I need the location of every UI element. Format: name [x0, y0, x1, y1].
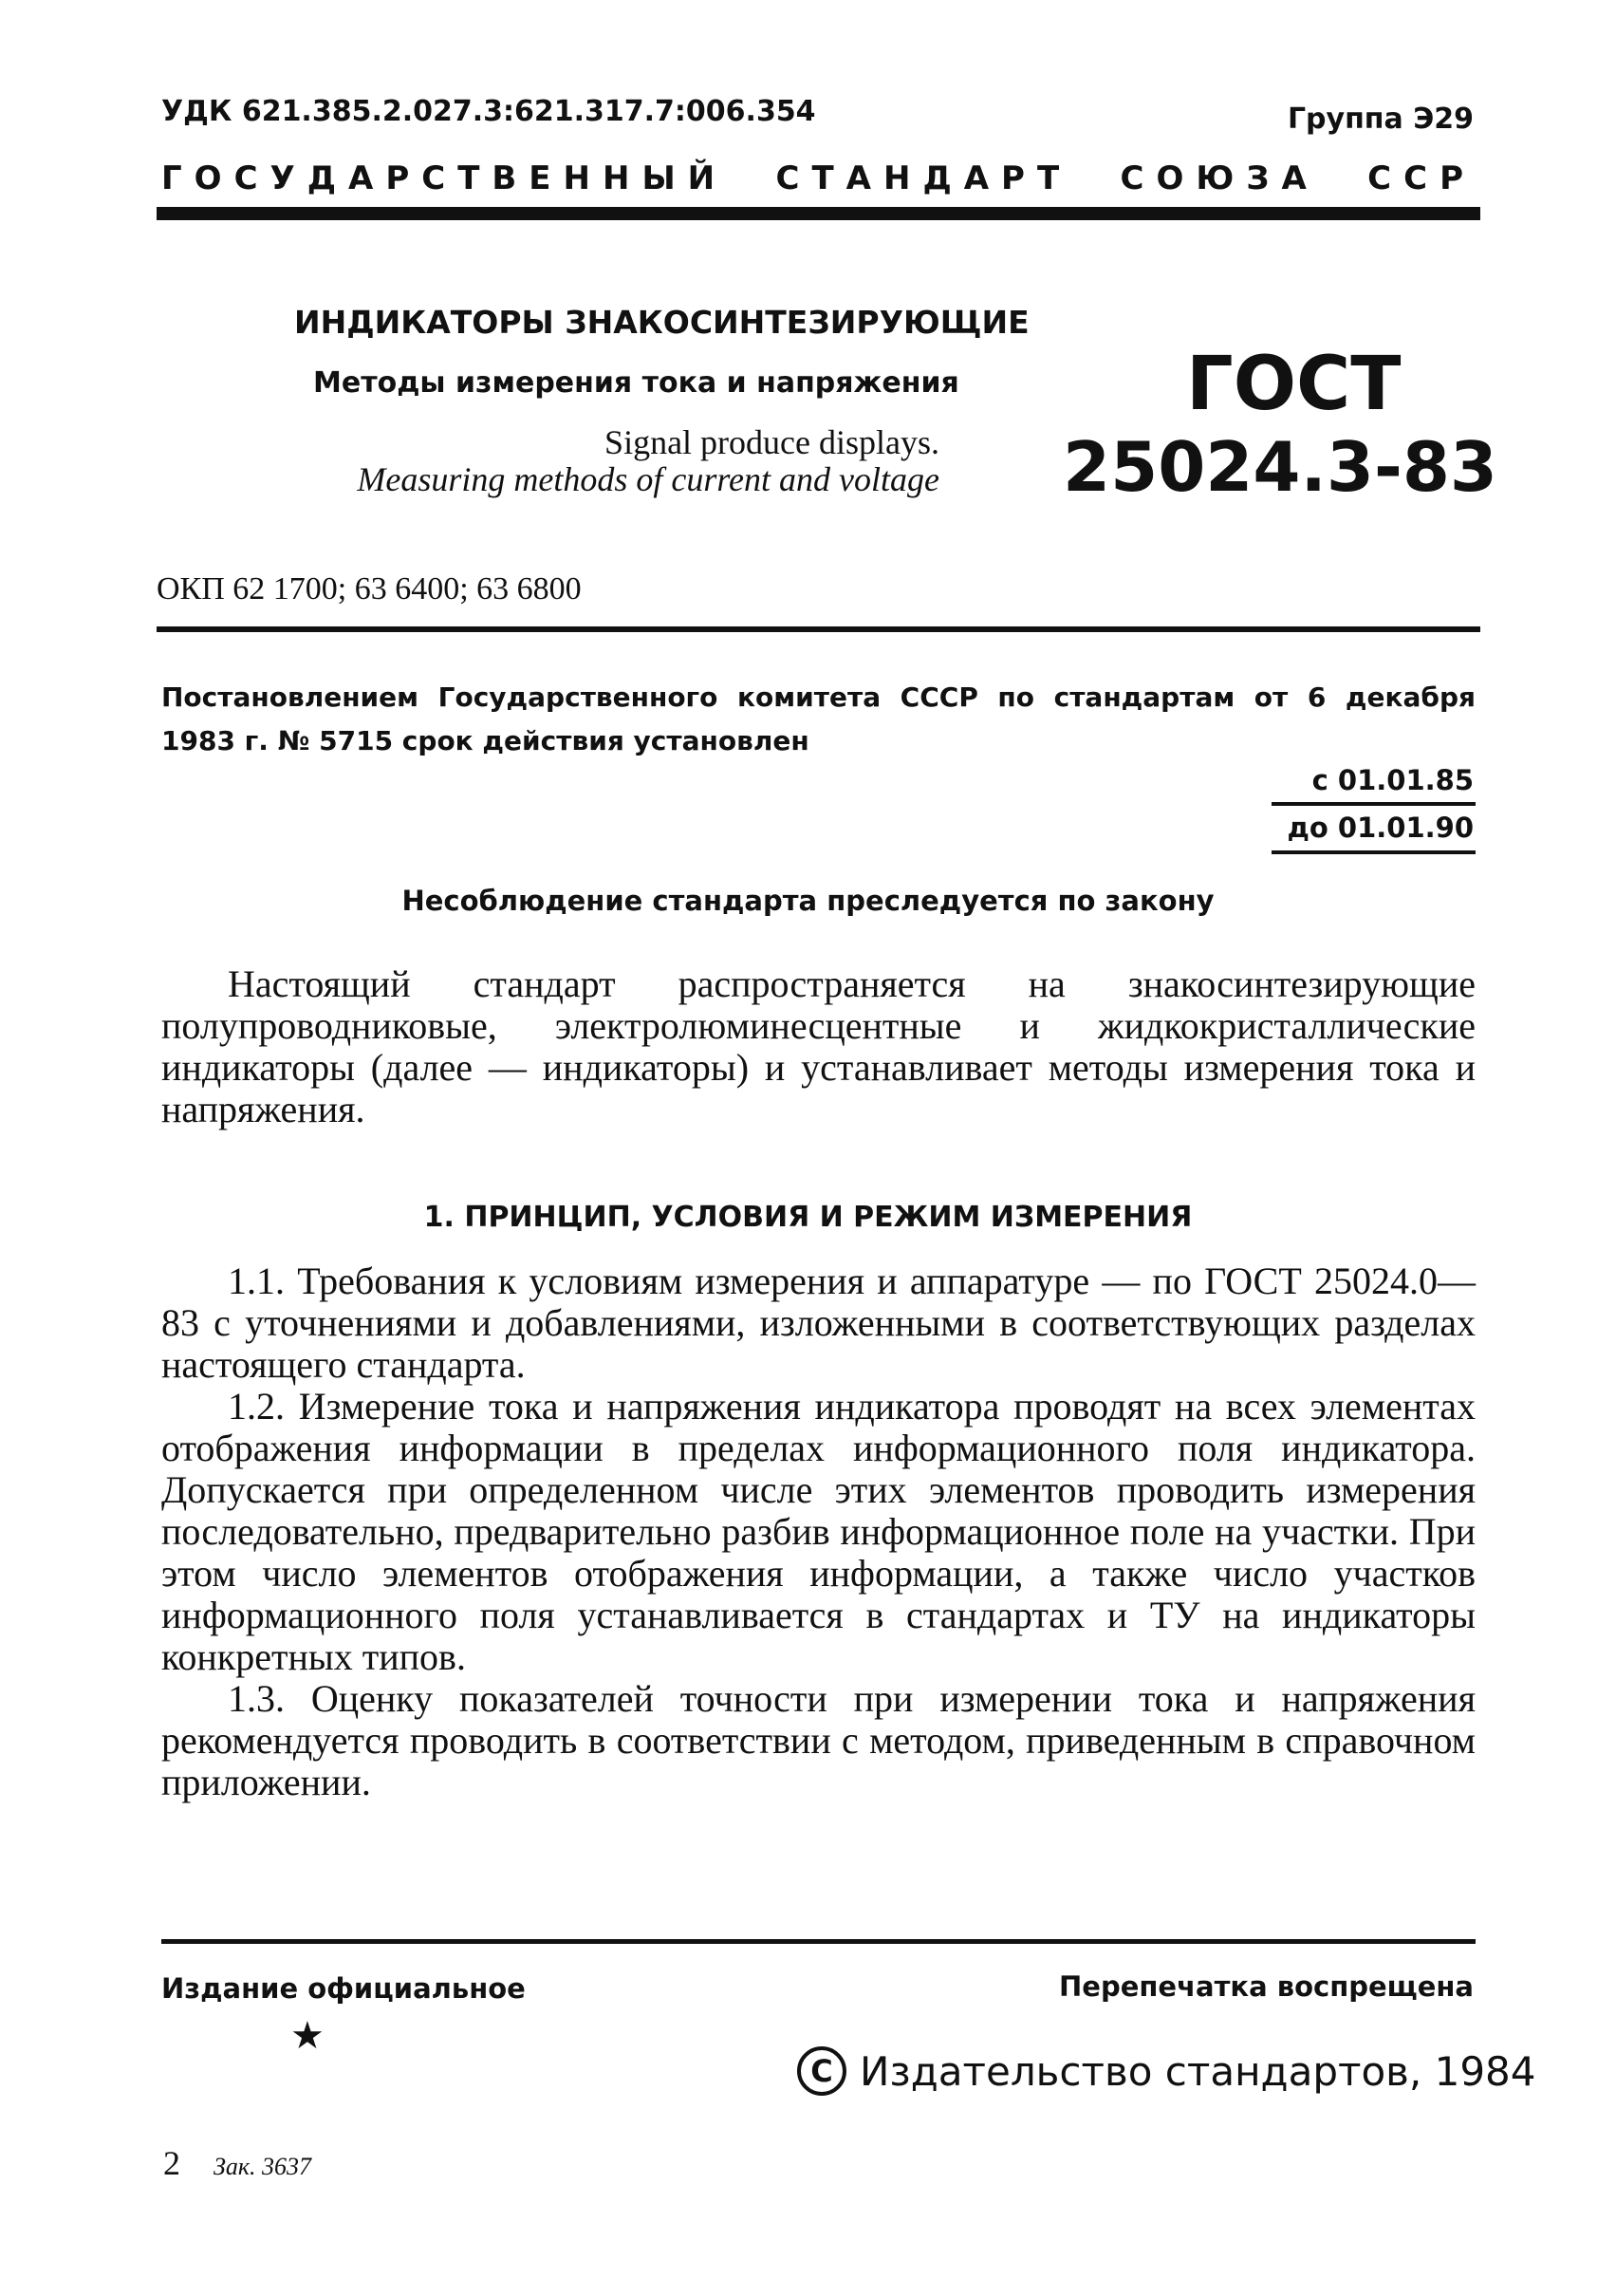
star-icon: ★ [290, 2014, 325, 2058]
page-number: 2 [163, 2144, 180, 2182]
gost-number: 25024.3-83 [1063, 427, 1498, 507]
state-word-3: СОЮЗА [1120, 159, 1319, 197]
decree-text: Постановлением Государственного комитета СССР по стандартам от 6 декабря 1983 г. № 5715 срок действия установлен [161, 681, 1476, 756]
group-code: Группа Э29 [1287, 103, 1474, 136]
date-divider-2 [1272, 850, 1476, 854]
title-ru-main: ИНДИКАТОРЫ ЗНАКОСИНТЕЗИРУЮЩИЕ [294, 304, 1030, 341]
title-en-sub: Measuring methods of current and voltage [357, 460, 939, 498]
clause-1-3: 1.3. Оценку показателей точности при измерении тока и напряжения рекомендуется проводить в соответствии с методом, приведенным в справочном приложении. [161, 1677, 1476, 1803]
reprint-prohibited: Перепечатка воспрещена [1059, 1970, 1474, 2003]
copyright-line [797, 2048, 1535, 2100]
clause-1-1: 1.1. Требования к условиям измерения и аппаратуре — по ГОСТ 25024.0—83 с уточнениями и добавлениями, изложенными в соответствующих разделах настоящего стандарта. [161, 1260, 1476, 1386]
intro-paragraph [161, 963, 1476, 1130]
publisher-name: Издательство стандартов, 1984 [860, 2048, 1536, 2095]
legal-warning: Несоблюдение стандарта преследуется по закону [401, 885, 1215, 917]
gost-label: ГОСТ [1186, 342, 1402, 427]
title-ru-sub: Методы измерения тока и напряжения [313, 366, 959, 400]
official-edition: Издание официальное [161, 1972, 526, 2005]
okp-codes: ОКП 62 1700; 63 6400; 63 6800 [157, 571, 582, 607]
intro-text: Настоящий стандарт распространяется на знакосинтезирующие полупроводниковые, электролюминесцентные и жидкокристаллические индикаторы (далее — индикаторы) и устанавливает методы измерения тока и напряжения. [161, 962, 1476, 1130]
footer-divider [161, 1939, 1476, 1944]
okp-divider [157, 626, 1480, 632]
order-number: Зак. 3637 [214, 2153, 312, 2180]
clause-1-2: 1.2. Измерение тока и напряжения индикатора проводят на всех элементах отображения информации в пределах информационного поля индикатора. Допускается при определенном числе этих элементов проводить измерения последовательно, предварительно разбив информационное поле на участки. При этом число элементов отображения информации, а также число участков информационного поля устанавливается в стандартах и ТУ на индикаторы конкретных типов. [161, 1385, 1476, 1678]
state-word-4: ССР [1367, 159, 1476, 197]
udk-code: УДК 621.385.2.027.3:621.317.7:006.354 [161, 95, 816, 128]
header-divider [157, 207, 1480, 220]
state-standard-banner [161, 159, 1476, 197]
title-en-main: Signal produce displays. [604, 423, 939, 461]
valid-to: до 01.01.90 [1287, 812, 1474, 844]
section-body [161, 1260, 1476, 1803]
date-divider-1 [1272, 802, 1476, 806]
state-word-2: СТАНДАРТ [775, 159, 1072, 197]
state-word-1: ГОСУДАРСТВЕННЫЙ [161, 159, 728, 197]
valid-from: с 01.01.85 [1311, 764, 1474, 796]
section-heading: 1. ПРИНЦИП, УСЛОВИЯ И РЕЖИМ ИЗМЕРЕНИЯ [423, 1201, 1193, 1234]
copyright-icon: C [797, 2046, 846, 2096]
